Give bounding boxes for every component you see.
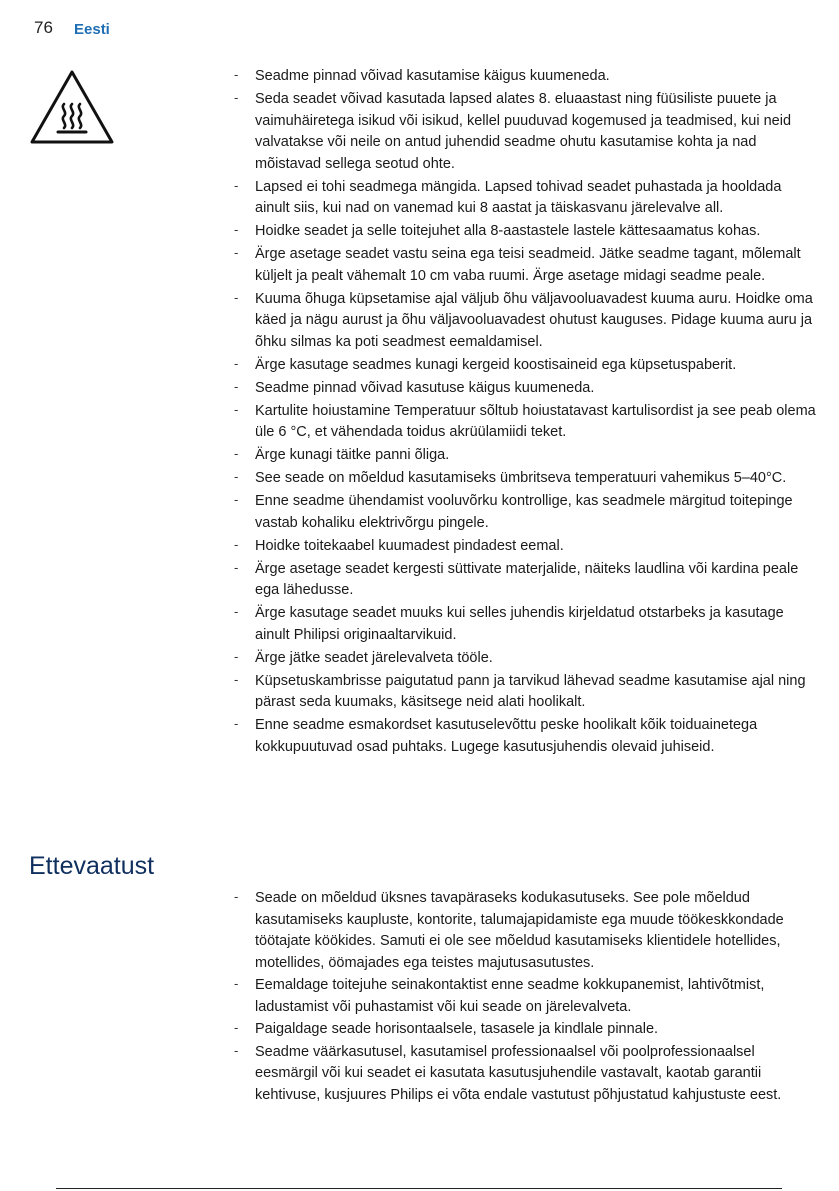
list-item: - Ärge kasutage seadet muuks kui selles juhendis kirjeldatud otstarbeks ja kasutage ainult Philipsi originaaltarvikuid. (234, 603, 818, 646)
list-item: - Enne seadme esmakordset kasutuselevõttu peske hoolikalt kõik toiduainetega kokkupuutuvad osad puhtaks. Lugege kasutusjuhendis olevaid juhiseid. (234, 715, 818, 758)
list-item: - Kuuma õhuga küpsetamise ajal väljub õhu väljavooluavadest kuuma auru. Hoidke oma käed ja nägu aurust ja õhu väljavooluavadest ohutust kauguses. Pidage kuuma auru ja õhku silmas ka poti seadmest eemaldamisel. (234, 289, 818, 354)
language-label: Eesti (74, 21, 110, 38)
list-item: - Ärge kasutage seadmes kunagi kergeid koostisaineid ega küpsetuspaberit. (234, 355, 818, 377)
list-item: - Eemaldage toitejuhe seinakontaktist enne seadme kokkupanemist, lahtivõtmist, ladustamist või puhastamist või kui seade on järelevalveta. (234, 975, 818, 1018)
list-item: - Kartulite hoiustamine Temperatuur sõltub hoiustatavast kartulisordist ja see peab olema üle 6 °C, et vähendada toidus akrüülamiidi teket. (234, 401, 818, 444)
list-item: - Küpsetuskambrisse paigutatud pann ja tarvikud lähevad seadme kasutamise ajal ning pärast seda kuumaks, käsitsege neid alati hoolikalt. (234, 671, 818, 714)
list-item: - See seade on mõeldud kasutamiseks ümbritseva temperatuuri vahemikus 5–40°C. (234, 468, 818, 490)
list-item: - Paigaldage seade horisontaalsele, tasasele ja kindlale pinnale. (234, 1019, 818, 1041)
caution-list (234, 888, 818, 1107)
warnings-list (234, 66, 818, 760)
list-item: - Seda seadet võivad kasutada lapsed alates 8. eluaastast ning füüsiliste puuete ja vaimuhäiretega isikud või isikud, kellel puuduvad kogemused ja teadmised, kui neid valvatakse või neile on antud juhendid seadme ohutu kasutamise kohta ja nad mõistavad sellega seotud ohte. (234, 89, 818, 175)
list-item: - Ärge jätke seadet järelevalveta tööle. (234, 648, 818, 670)
footer-divider (56, 1188, 782, 1189)
section-title-caution: Ettevaatust (29, 852, 155, 880)
list-item: - Seadme väärkasutusel, kasutamisel professionaalsel või poolprofessionaalsel eesmärgil või kui seadet ei kasutata kasutusjuhendile vastavalt, kaotab garantii kehtivuse, kusjuures Philips ei võta endale vastutust põhjustatud kahjustuste eest. (234, 1042, 818, 1107)
list-item: - Hoidke seadet ja selle toitejuhet alla 8-aastastele lastele kättesaamatus kohas. (234, 221, 818, 243)
list-item: - Enne seadme ühendamist vooluvõrku kontrollige, kas seadmele märgitud toitepinge vastab kohaliku elektrivõrgu pingele. (234, 491, 818, 534)
list-item: - Ärge asetage seadet kergesti süttivate materjalide, näiteks laudlina või kardina peale ega lähedusse. (234, 559, 818, 602)
list-item: - Ärge kunagi täitke panni õliga. (234, 445, 818, 467)
list-item: - Seadme pinnad võivad kasutuse käigus kuumeneda. (234, 378, 818, 400)
list-item: - Ärge asetage seadet vastu seina ega teisi seadmeid. Jätke seadme tagant, mõlemalt küljelt ja pealt vähemalt 10 cm vaba ruumi. Ärge asetage midagi seadme peale. (234, 244, 818, 287)
hot-surface-warning-icon (28, 68, 116, 148)
list-item: - Lapsed ei tohi seadmega mängida. Lapsed tohivad seadet puhastada ja hooldada ainult siis, kui nad on vanemad kui 8 aastat ja täiskasvanu järelevalve all. (234, 177, 818, 220)
page-number: 76 (34, 18, 53, 37)
list-item: - Hoidke toitekaabel kuumadest pindadest eemal. (234, 536, 818, 558)
list-item: - Seadme pinnad võivad kasutamise käigus kuumeneda. (234, 66, 818, 88)
list-item: - Seade on mõeldud üksnes tavapäraseks kodukasutuseks. See pole mõeldud kasutamiseks kaupluste, kontorite, talumajapidamiste ega muude töökeskkondade töötajate köökides. Samuti ei ole see mõeldud kasutamiseks klientidele hotellides, motellides, öömajades ega teistes majutusasutustes. (234, 888, 818, 974)
